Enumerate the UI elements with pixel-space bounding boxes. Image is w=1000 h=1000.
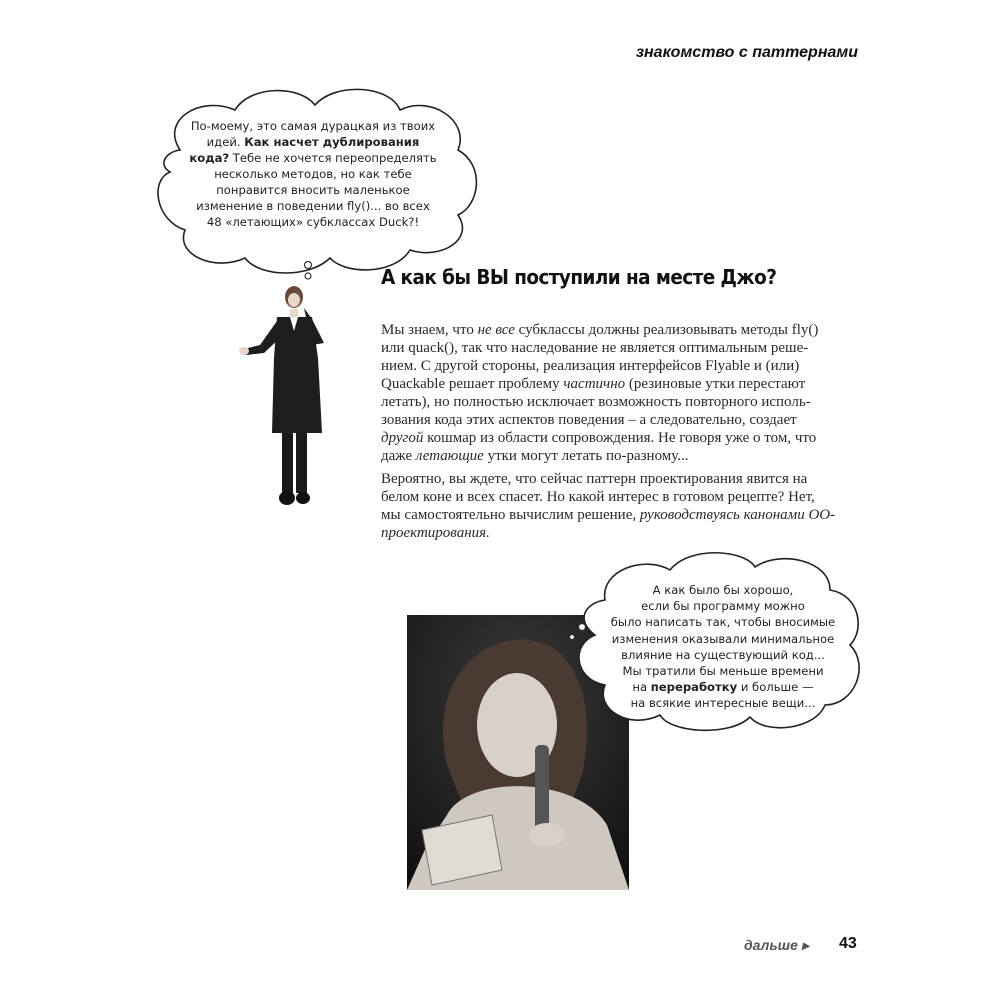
text-line (588, 695, 858, 711)
text-segment: на всякие интересные вещи... (630, 696, 816, 711)
text-line (588, 598, 858, 614)
next-page-link[interactable]: дальше ▸ (744, 937, 809, 953)
text-line (381, 393, 811, 411)
text-segment: понравится вносить маленькое (216, 183, 410, 197)
paragraph-1 (381, 321, 819, 465)
text-segment: субклассы должны реализовывать методы fly() (514, 322, 819, 338)
text-segment: даже (381, 448, 416, 464)
text-segment: руководствуясь канонами ОО- (639, 507, 836, 523)
text-segment: Мы тратили бы меньше времени (622, 664, 824, 679)
text-segment: Как насчет дублирования (244, 135, 420, 149)
text-segment: или quack(), так что наследование не является оптимальным реше- (381, 340, 809, 356)
text-segment: белом коне и всех спасет. Но какой интерес в готовом рецепте? Нет, (381, 489, 815, 505)
text-segment: Мы знаем, что (381, 322, 478, 338)
text-segment: 48 «летающих» субклассах Duck?! (206, 215, 420, 229)
text-segment: и больше — (737, 680, 814, 695)
text-segment: другой (381, 430, 424, 446)
page-number: 43 (839, 935, 857, 952)
text-line (588, 614, 858, 630)
page-heading: А как бы ВЫ поступили на месте Джо? (381, 265, 777, 289)
section-header: знакомство с паттернами (635, 44, 858, 61)
text-line (381, 470, 808, 488)
text-segment: А как было бы хорошо, (652, 583, 794, 597)
text-segment: летать), но полностью исключает возможность повторного исполь- (381, 394, 811, 410)
text-segment: нием. С другой стороны, реализация интерфейсов Flyable и (или) (381, 358, 800, 374)
text-segment: По-моему, это самая дурацкая из твоих (190, 119, 436, 133)
text-line (163, 198, 463, 214)
text-line (381, 506, 836, 524)
text-line (381, 321, 819, 339)
text-segment: изменения оказывали минимальное (611, 631, 835, 646)
woman-on-phone-figure (232, 283, 332, 518)
text-segment: кода? (189, 151, 230, 165)
text-line (163, 182, 463, 198)
text-segment: идей. (206, 135, 245, 149)
text-segment: проектирования. (381, 525, 490, 541)
text-segment: Вероятно, вы ждете, что сейчас паттерн проектирования явится на (381, 471, 808, 487)
text-segment: Тебе не хочется переопределять (229, 151, 437, 165)
text-segment: Quackable решает проблему (381, 376, 564, 392)
text-line (163, 166, 463, 182)
text-line (381, 411, 797, 429)
text-line (588, 647, 858, 663)
text-segment: на (632, 680, 651, 695)
text-line (381, 375, 806, 393)
text-line (163, 214, 463, 230)
text-line (588, 679, 858, 695)
thought-bubble-text-1 (163, 118, 463, 230)
thought-bubble-text-2 (588, 582, 858, 712)
text-line (588, 582, 858, 598)
text-segment: если бы программу можно (641, 599, 805, 614)
text-segment: летающие (415, 448, 484, 464)
text-line (381, 488, 815, 506)
text-line (381, 524, 762, 542)
text-segment: переработку (650, 680, 738, 695)
text-segment: влияние на существующий код... (621, 647, 825, 662)
text-segment: не все (477, 322, 515, 338)
text-segment: мы самостоятельно вычислим решение, (381, 507, 640, 523)
text-line (381, 447, 762, 465)
text-segment: утки могут летать по-разному... (483, 448, 689, 464)
text-line (588, 663, 858, 679)
text-segment: изменение в поведении fly()... во всех (196, 199, 430, 213)
text-segment: (резиновые утки перестают (625, 376, 806, 392)
text-line (381, 429, 817, 447)
text-segment: зования кода этих аспектов поведения – а следовательно, создает (381, 412, 797, 428)
text-segment: было написать так, чтобы вносимые (610, 615, 836, 630)
text-line (381, 357, 800, 375)
text-line (588, 631, 858, 647)
text-segment: кошмар из области сопровождения. Не говоря уже о том, что (423, 430, 817, 446)
text-segment: частично (563, 376, 626, 392)
text-line (163, 118, 463, 134)
text-segment: несколько методов, но как тебе (214, 167, 412, 181)
text-line (163, 134, 463, 150)
text-line (381, 339, 809, 357)
text-line (163, 150, 463, 166)
paragraph-2 (381, 470, 836, 542)
